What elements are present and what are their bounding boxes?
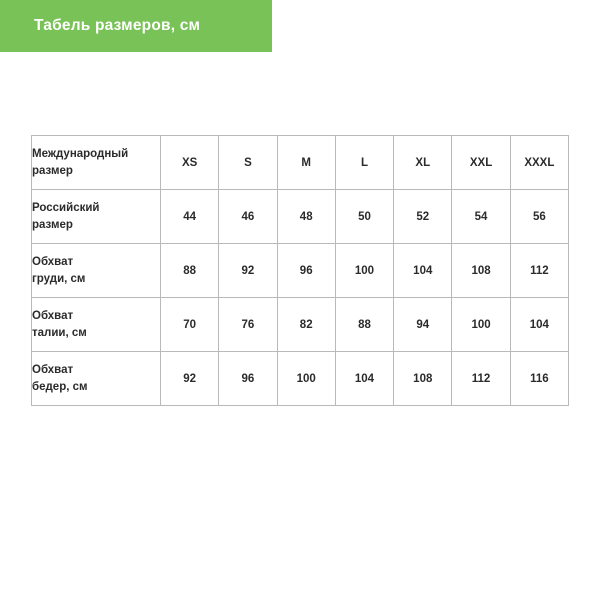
cell-value: 100 xyxy=(452,298,510,352)
cell-value: XS xyxy=(161,136,219,190)
cell-value: 104 xyxy=(335,352,393,406)
cell-value: 112 xyxy=(510,244,568,298)
cell-value: 96 xyxy=(219,352,277,406)
cell-value: 52 xyxy=(394,190,452,244)
cell-value: 82 xyxy=(277,298,335,352)
cell-value: 108 xyxy=(394,352,452,406)
row-label-line-1: Международный xyxy=(32,147,129,160)
row-label-line-2: груди, см xyxy=(32,272,86,285)
table-row xyxy=(32,244,569,298)
cell-value: 46 xyxy=(219,190,277,244)
title-banner xyxy=(0,0,272,52)
table-row xyxy=(32,190,569,244)
row-label-waist xyxy=(32,298,161,352)
cell-value: L xyxy=(335,136,393,190)
cell-value: XXXL xyxy=(510,136,568,190)
cell-value: 88 xyxy=(335,298,393,352)
cell-value: 108 xyxy=(452,244,510,298)
cell-value: XXL xyxy=(452,136,510,190)
cell-value: M xyxy=(277,136,335,190)
cell-value: 56 xyxy=(510,190,568,244)
row-label-chest xyxy=(32,244,161,298)
row-label-line-2: размер xyxy=(32,164,73,177)
cell-value: 94 xyxy=(394,298,452,352)
cell-value: 44 xyxy=(161,190,219,244)
row-label-line-1: Обхват xyxy=(32,309,74,322)
size-table-container xyxy=(31,135,569,406)
page-title: Табель размеров, см xyxy=(34,17,201,34)
cell-value: 50 xyxy=(335,190,393,244)
size-table xyxy=(31,135,569,406)
cell-value: 96 xyxy=(277,244,335,298)
cell-value: S xyxy=(219,136,277,190)
cell-value: 104 xyxy=(394,244,452,298)
cell-value: 54 xyxy=(452,190,510,244)
cell-value: 112 xyxy=(452,352,510,406)
table-row xyxy=(32,298,569,352)
cell-value: 92 xyxy=(161,352,219,406)
row-label-line-2: бедер, см xyxy=(32,380,88,393)
cell-value: 116 xyxy=(510,352,568,406)
row-label-line-2: размер xyxy=(32,218,73,231)
cell-value: 100 xyxy=(277,352,335,406)
cell-value: 48 xyxy=(277,190,335,244)
table-row xyxy=(32,136,569,190)
row-label-line-2: талии, см xyxy=(32,326,87,339)
cell-value: 92 xyxy=(219,244,277,298)
row-label-line-1: Обхват xyxy=(32,363,74,376)
row-label-russian xyxy=(32,190,161,244)
table-row xyxy=(32,352,569,406)
cell-value: 76 xyxy=(219,298,277,352)
cell-value: 104 xyxy=(510,298,568,352)
row-label-line-1: Российский xyxy=(32,201,100,214)
row-label-international xyxy=(32,136,161,190)
row-label-line-1: Обхват xyxy=(32,255,74,268)
row-label-hips xyxy=(32,352,161,406)
cell-value: 88 xyxy=(161,244,219,298)
cell-value: 100 xyxy=(335,244,393,298)
cell-value: XL xyxy=(394,136,452,190)
cell-value: 70 xyxy=(161,298,219,352)
